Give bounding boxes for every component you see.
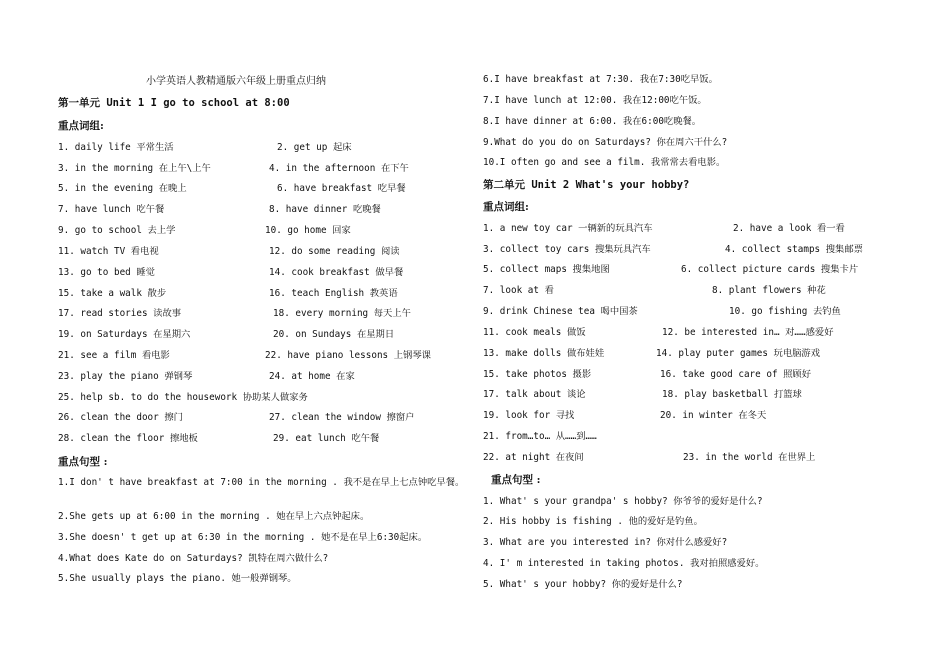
sentence-item: 2. His hobby is fishing . 他的爱好是钓鱼。 — [483, 516, 703, 527]
vocab-item: 2. get up 起床 — [277, 142, 352, 153]
vocab-item: 3. collect toy cars 搜集玩具汽车 — [483, 244, 651, 255]
vocab-row — [483, 285, 923, 299]
vocab-row — [58, 371, 478, 385]
vocab-row — [483, 306, 923, 320]
unit1-sentence-heading: 重点句型 : — [58, 456, 108, 468]
vocab-item: 4. collect stamps 搜集邮票 — [725, 244, 863, 255]
vocab-row — [58, 288, 478, 302]
vocab-row — [483, 389, 923, 403]
document-title: 小学英语人教精通版六年级上册重点归纳 — [146, 76, 326, 87]
vocab-item: 27. clean the window 擦窗户 — [269, 412, 415, 423]
vocab-item: 14. cook breakfast 做早餐 — [269, 267, 404, 278]
vocab-item: 5. collect maps 搜集地图 — [483, 264, 610, 275]
vocab-item: 15. take a walk 散步 — [58, 288, 167, 299]
vocab-item: 20. in winter 在冬天 — [660, 410, 767, 421]
vocab-row — [58, 163, 478, 177]
vocab-item: 22. at night 在夜间 — [483, 452, 584, 463]
vocab-row — [483, 452, 923, 466]
vocab-item: 3. in the morning 在上午\上午 — [58, 163, 211, 174]
sentence-item: 8.I have dinner at 6:00. 我在6:00吃晚餐。 — [483, 116, 702, 127]
vocab-item: 12. do some reading 阅读 — [269, 246, 400, 257]
vocab-item: 7. have lunch 吃午餐 — [58, 204, 165, 215]
unit1-vocab-heading: 重点词组: — [58, 120, 104, 132]
sentence-item: 1. What' s your grandpa' s hobby? 你爷爷的爱好是什么? — [483, 496, 763, 507]
vocab-item: 13. make dolls 做布娃娃 — [483, 348, 605, 359]
vocab-item: 18. play basketball 打篮球 — [662, 389, 802, 400]
vocab-item: 14. play puter games 玩电脑游戏 — [656, 348, 821, 359]
sentence-item: 6.I have breakfast at 7:30. 我在7:30吃早饭。 — [483, 74, 718, 85]
vocab-item: 22. have piano lessons 上钢琴课 — [265, 350, 431, 361]
unit1-heading: 第一单元 Unit 1 I go to school at 8:00 — [58, 97, 290, 109]
vocab-item: 21. see a film 看电影 — [58, 350, 170, 361]
vocab-row — [483, 327, 923, 341]
sentence-item: 3.She doesn' t get up at 6:30 in the morning . 她不是在早上6:30起床。 — [58, 532, 428, 543]
vocab-item: 7. look at 看 — [483, 285, 554, 296]
vocab-item: 29. eat lunch 吃午餐 — [273, 433, 380, 444]
vocab-item: 6. have breakfast 吃早餐 — [277, 183, 406, 194]
vocab-item: 18. every morning 每天上午 — [273, 308, 411, 319]
vocab-item: 21. from…to… 从……到…… — [483, 431, 597, 442]
vocab-row — [58, 412, 478, 426]
vocab-row — [58, 183, 478, 197]
vocab-row — [58, 329, 478, 343]
vocab-item: 28. clean the floor 擦地板 — [58, 433, 198, 444]
sentence-item: 4.What does Kate do on Saturdays? 凯特在周六做什么? — [58, 553, 329, 564]
vocab-item: 8. plant flowers 种花 — [712, 285, 826, 296]
sentence-item: 9.What do you do on Saturdays? 你在周六干什么? — [483, 137, 728, 148]
vocab-row — [58, 204, 478, 218]
sentence-item: 4. I' m interested in taking photos. 我对拍照感爱好。 — [483, 558, 765, 569]
vocab-item: 24. at home 在家 — [269, 371, 355, 382]
vocab-item: 4. in the afternoon 在下午 — [269, 163, 409, 174]
vocab-item: 6. collect picture cards 搜集卡片 — [681, 264, 859, 275]
vocab-item: 23. play the piano 弹钢琴 — [58, 371, 193, 382]
vocab-item: 15. take photos 摄影 — [483, 369, 592, 380]
vocab-row — [483, 410, 923, 424]
vocab-item: 1. a new toy car 一辆新的玩具汽车 — [483, 223, 653, 234]
vocab-row — [483, 264, 923, 278]
vocab-item: 26. clean the door 擦门 — [58, 412, 183, 423]
unit2-heading: 第二单元 Unit 2 What's your hobby? — [483, 179, 690, 191]
sentence-item: 1.I don' t have breakfast at 7:00 in the morning . 我不是在早上七点钟吃早餐。 — [58, 477, 465, 488]
vocab-item: 23. in the world 在世界上 — [683, 452, 816, 463]
vocab-row — [483, 431, 923, 445]
vocab-item: 5. in the evening 在晚上 — [58, 183, 187, 194]
vocab-item: 20. on Sundays 在星期日 — [273, 329, 395, 340]
vocab-item: 2. have a look 看一看 — [733, 223, 845, 234]
vocab-item: 12. be interested in… 对……感爱好 — [662, 327, 834, 338]
vocab-row — [58, 267, 478, 281]
vocab-item: 17. read stories 读故事 — [58, 308, 182, 319]
vocab-item: 13. go to bed 睡觉 — [58, 267, 155, 278]
vocab-item: 9. go to school 去上学 — [58, 225, 176, 236]
vocab-item: 25. help sb. to do the housework 协助某人做家务 — [58, 392, 308, 403]
vocab-item: 19. look for 寻找 — [483, 410, 575, 421]
vocab-item: 16. teach English 教英语 — [269, 288, 398, 299]
vocab-item: 16. take good care of 照顾好 — [660, 369, 812, 380]
vocab-item: 19. on Saturdays 在星期六 — [58, 329, 191, 340]
vocab-row — [58, 350, 478, 364]
vocab-row — [483, 348, 923, 362]
vocab-item: 9. drink Chinese tea 喝中国茶 — [483, 306, 638, 317]
vocab-item: 10. go home 回家 — [265, 225, 351, 236]
vocab-row — [58, 246, 478, 260]
sentence-item: 3. What are you interested in? 你对什么感爱好? — [483, 537, 728, 548]
sentence-item: 10.I often go and see a film. 我常常去看电影。 — [483, 157, 726, 168]
vocab-item: 1. daily life 平常生活 — [58, 142, 174, 153]
vocab-row — [58, 225, 478, 239]
sentence-item: 5. What' s your hobby? 你的爱好是什么? — [483, 579, 683, 590]
vocab-item: 11. cook meals 做饭 — [483, 327, 586, 338]
unit2-sentence-heading: 重点句型 : — [491, 474, 541, 486]
sentence-item: 5.She usually plays the piano. 她一般弹钢琴。 — [58, 573, 297, 584]
unit2-vocab-heading: 重点词组: — [483, 201, 529, 213]
vocab-row — [58, 433, 478, 447]
vocab-item: 11. watch TV 看电视 — [58, 246, 159, 257]
vocab-item: 17. talk about 谈论 — [483, 389, 586, 400]
vocab-row — [483, 244, 923, 258]
vocab-item: 8. have dinner 吃晚餐 — [269, 204, 381, 215]
vocab-row — [58, 142, 478, 156]
sentence-item: 7.I have lunch at 12:00. 我在12:00吃午饭。 — [483, 95, 707, 106]
sentence-item: 2.She gets up at 6:00 in the morning . 她在早上六点钟起床。 — [58, 511, 370, 522]
vocab-row — [483, 223, 923, 237]
vocab-row — [483, 369, 923, 383]
vocab-row — [58, 308, 478, 322]
vocab-item: 10. go fishing 去钓鱼 — [729, 306, 841, 317]
